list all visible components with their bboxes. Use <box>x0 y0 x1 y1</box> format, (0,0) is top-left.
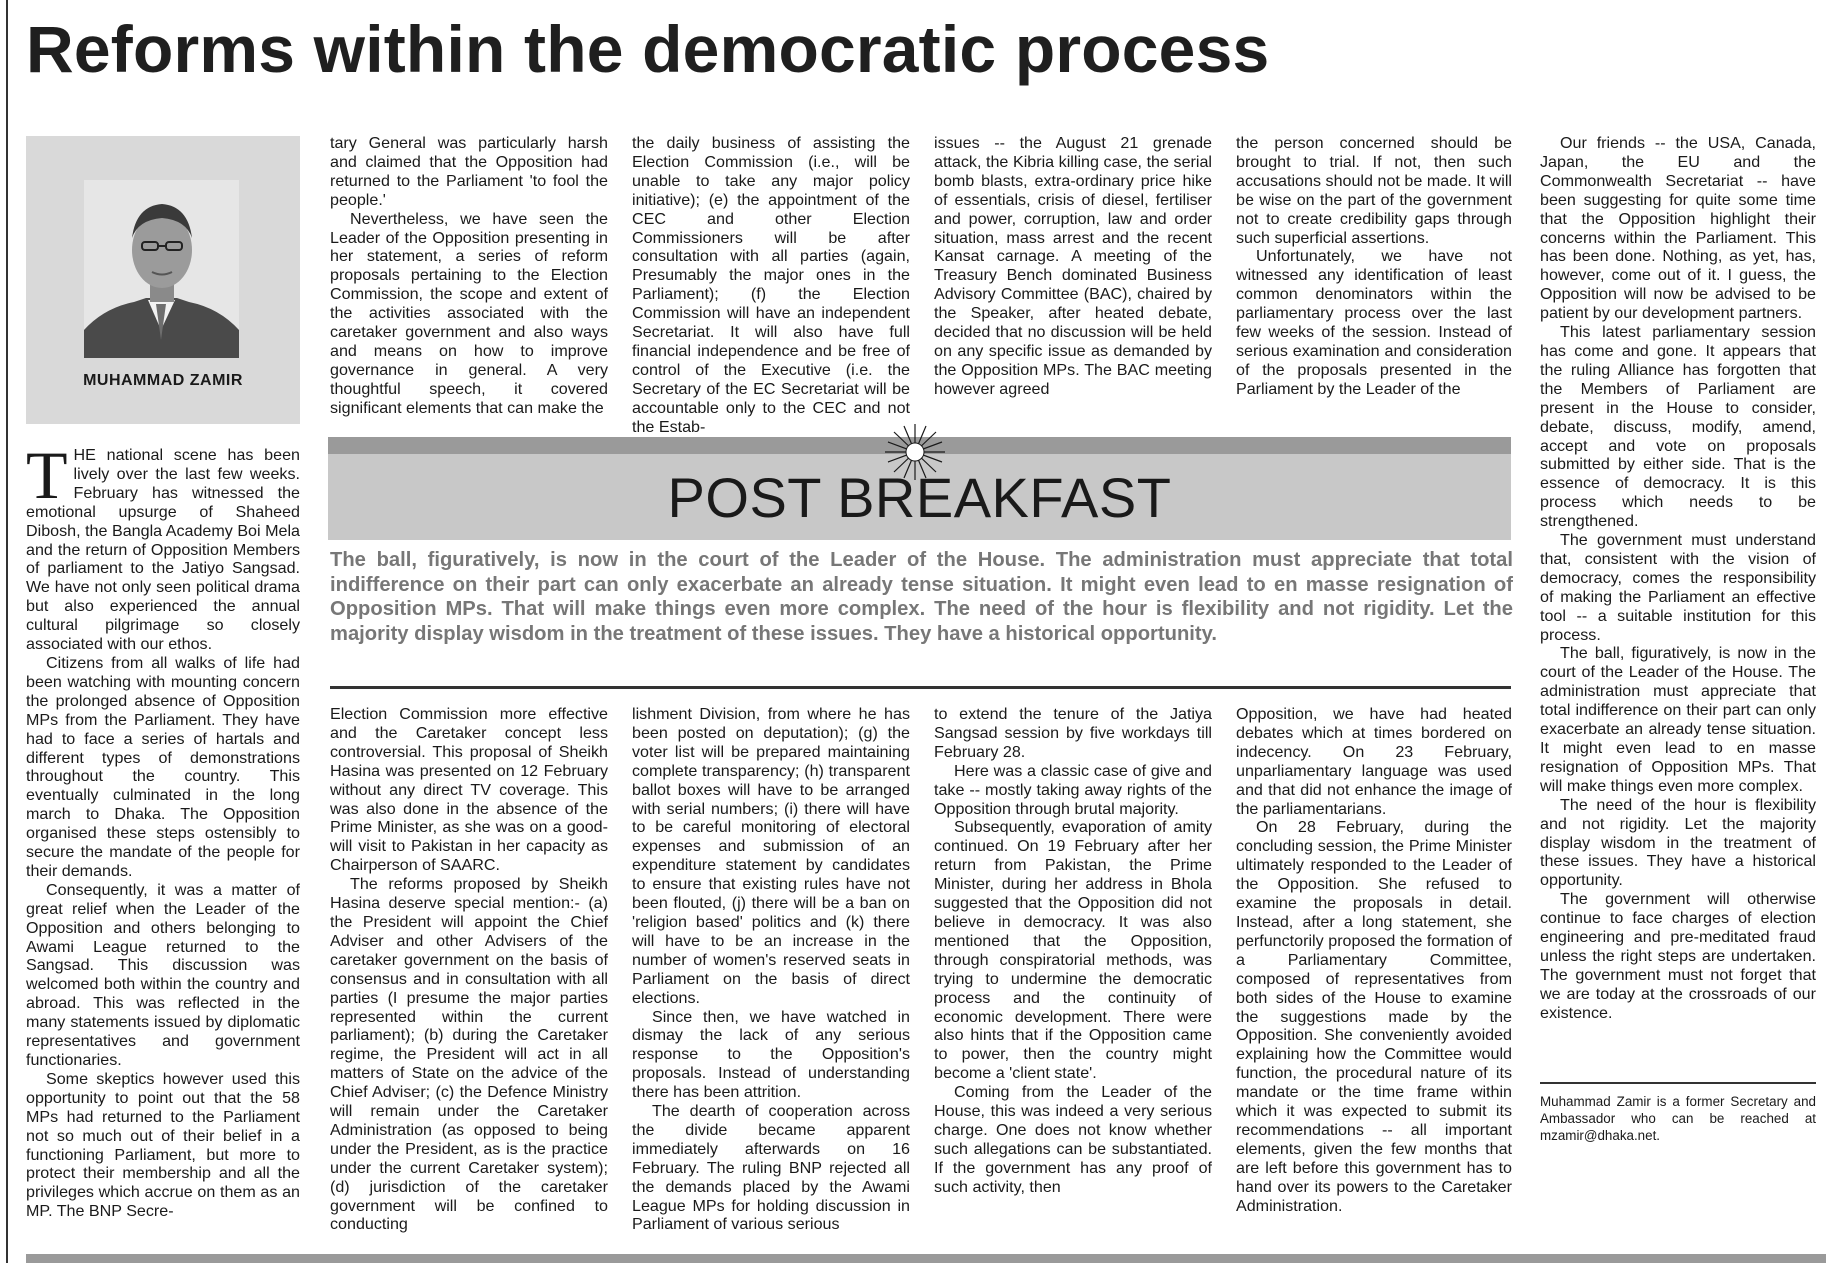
paragraph: Some skeptics however used this opportunity to point out that the 58 MPs had returned to the Parliament not so much out of their belief in a functioning Parliament, but more to protect their membership and all the privileges which accrue on them as an MP. The BNP Secre- <box>26 1069 300 1221</box>
author-photo <box>84 180 239 358</box>
bottom-bar <box>26 1254 1826 1263</box>
paragraph: The need of the hour is flexibility and not rigidity. Let the majority display wisdom in the treatment of these issues. They have a historical opportunity. <box>1540 795 1816 890</box>
paragraph: The ball, figuratively, is now in the court of the Leader of the House. The administration must appreciate that total indifference on their part can only exacerbate an already tense situation. It might even lead to en masse resignation of Opposition MPs. That will make things even more complex. <box>1540 644 1816 795</box>
paragraph: to extend the tenure of the Jatiya Sangsad session by five workdays till February 28. <box>934 705 1212 761</box>
column-5-top <box>1236 134 1512 420</box>
column-1 <box>26 437 300 1246</box>
paragraph: Nevertheless, we have seen the Leader of the Opposition presenting in her statement, a series of reform proposals pertaining to the Election Commission, the scope and extent of the activities associated with the caretaker government and also ways and means on how to improve governance in general. A very thoughtful speech, it covered significant elements that can make the <box>330 209 608 417</box>
headline: Reforms within the democratic process <box>26 12 1270 86</box>
author-name: MUHAMMAD ZAMIR <box>83 372 243 389</box>
paragraph: THE national scene has been lively over the last few weeks. February has witnessed the emotional upsurge of Shaheed Dibosh, the Bangla Academy Boi Mela and the return of Opposition Members of parliament to the Jatiyo Sangsad. We have not only seen political drama but also experienced the annual cultural pilgrimage so closely associated with our ethos. <box>26 437 300 654</box>
column-2-bottom <box>330 705 608 1250</box>
paragraph: Unfortunately, we have not witnessed any identification of least common denominators within the parliamentary process over the last few weeks of the session. Instead of serious examination and consideration of the proposals presented in the Parliament by the Leader of the <box>1236 247 1512 398</box>
paragraph: Our friends -- the USA, Canada, Japan, the EU and the Commonwealth Secretariat -- have been suggesting for quite some time that the Opposition highlight their concerns within the Parliament. This has been done. Nothing, as yet, has, however, come out of it. I guess, the Opposition will now be advised to be patient by our development partners. <box>1540 134 1816 323</box>
paragraph: Election Commission more effective and the Caretaker concept less controversial. This proposal of Sheikh Hasina was presented on 12 February without any direct TV coverage. This was also done in the absence of the Prime Minister, as she was on a good-will visit to Pakistan in her capacity as Chairperson of SAARC. <box>330 705 608 875</box>
column-3-bottom <box>632 705 910 1250</box>
column-4-top <box>934 134 1212 420</box>
paragraph: issues -- the August 21 grenade attack, the Kibria killing case, the serial bomb blasts, extra-ordinary price hike of essentials, crisis of diesel, fertiliser and power, corruption, law and order situation, mass arrest and the recent Kansat carnage. A meeting of the Treasury Bench dominated Business Advisory Committee (BAC), chaired by the Speaker, after heated debate, decided that no discussion will be held on any specific issue as demanded by the Opposition MPs. The BAC meeting however agreed <box>934 134 1212 398</box>
column-title: POST BREAKFAST <box>667 466 1172 529</box>
column-4-bottom <box>934 705 1212 1250</box>
column-6 <box>1540 134 1816 1076</box>
paragraph: lishment Division, from where he has been posted on deputation); (g) the voter list will be prepared maintaining complete transparency; (h) transparent ballot boxes will have to be arranged with serial numbers; (i) there will have to be careful monitoring of electoral expenses and submission of an expenditure statement by candidates to ensure that existing rules have not been flouted, (j) there will be a ban on 'religion based' politics and (k) there will have to be an increase in the number of women's reserved seats in Parliament on the basis of direct elections. <box>632 705 910 1007</box>
bio-divider <box>1540 1082 1816 1084</box>
paragraph: Since then, we have watched in dismay the lack of any serious response to the Opposition's proposals. Instead of understanding there has been attrition. <box>632 1007 910 1102</box>
paragraph: The reforms proposed by Sheikh Hasina deserve special mention:- (a) the President will appoint the Chief Adviser and other Advisers of the caretaker government on the basis of consensus and in consultation with all parties (I presume the major parties represented within the current parliament); (b) during the Caretaker regime, the President will act in all matters of State on the advice of the Chief Adviser; (c) the Defence Ministry will remain under the Caretaker Administration (as opposed to being under the President, as is the practice under the current Caretaker system); (d) jurisdiction of the caretaker government will be confined to conducting <box>330 875 608 1234</box>
paragraph: the person concerned should be brought to trial. If not, then such accusations should not be made. It will be wise on the part of the government not to create credibility gaps through such superficial assertions. <box>1236 134 1512 247</box>
paragraph: Subsequently, evaporation of amity continued. On 19 February after her return from Pakistan, the Prime Minister, during her address in Bhola suggested that the Opposition did not believe in democracy. It was also mentioned that the Opposition, through conspiratorial methods, was trying to undermine the democratic process and the continuity of economic development. There were also hints that if the Opposition came to power, then the country might become a 'client state'. <box>934 818 1212 1083</box>
column-5-bottom <box>1236 705 1512 1250</box>
paragraph: Here was a classic case of give and take -- mostly taking away rights of the Opposition through brutal majority. <box>934 761 1212 818</box>
paragraph: Opposition, we have had heated debates which at times bordered on indecency. On 23 February, unparliamentary language was used and that did not enhance the image of the parliamentarians. <box>1236 705 1512 818</box>
paragraph: Consequently, it was a matter of great relief when the Leader of the Opposition and others belonging to Awami League returned to the Sangsad. This discussion was welcomed both within the country and abroad. This was reflected in the many statements issued by diplomatic representatives and government functionaries. <box>26 880 300 1069</box>
paragraph: Citizens from all walks of life had been watching with mounting concern the prolonged absence of Opposition MPs from the Parliament. They have had to face a series of hartals and different types of demonstrations throughout the country. This eventually culminated in the long march to Dhaka. The Opposition organised these steps ostensibly to secure the mandate of the people for their demands. <box>26 653 300 880</box>
drop-cap: T <box>26 437 68 513</box>
paragraph: tary General was particularly harsh and claimed that the Opposition had returned to the Parliament 'to fool the people.' <box>330 134 608 209</box>
paragraph: the daily business of assisting the Election Commission (i.e., will be unable to take any major policy initiative); (e) the appointment of the CEC and other Election Commissioners will be after consultation with all parties (again, Presumably the major ones in the Parliament); (f) the Election Commission will have an independent Secretariat. It will also have full financial independence and be free of control of the Executive (i.e. the Secretary of the EC Secretariat will be accountable only to the CEC and not the Estab- <box>632 134 910 436</box>
paragraph: On 28 February, during the concluding session, the Prime Minister ultimately responded to the Leader of the Opposition. She refused to examine the proposals in detail. Instead, after a long statement, she perfunctorily proposed the formation of a Parliamentary Committee, composed of representatives from both sides of the House to examine the suggestions made by the Opposition. She conveniently avoided explaining how the Committee would function, the procedural nature of its mandate or the time frame within which it was expected to submit its recommendations -- all important elements, given the few months that are left before this government has to hand over its powers to the Caretaker Administration. <box>1236 818 1512 1215</box>
pull-quote: The ball, figuratively, is now in the court of the Leader of the House. The administration must appreciate that total indifference on their part can only exacerbate an already tense situation. It might even lead to en masse resignation of Opposition MPs. That will make things even more complex. The need of the hour is flexibility and not rigidity. Let the majority display wisdom in the treatment of these issues. They have a historical opportunity. <box>330 549 1513 645</box>
paragraph: This latest parliamentary session has come and gone. It appears that the ruling Alliance has forgotten that the Members of Parliament are present in the House to consider, debate, discuss, modify, amend, accept and vote on proposals submitted by either side. That is the essence of democracy. It is this process which needs to be strengthened. <box>1540 323 1816 531</box>
paragraph: The government must understand that, consistent with the vision of democracy, comes the responsibility of making the Parliament an effective tool -- a suitable institution for this process. <box>1540 531 1816 644</box>
paragraph: The government will otherwise continue to face charges of election engineering and pre-meditated fraud unless the right steps are undertaken. The government must not forget that we are today at the crossroads of our existence. <box>1540 890 1816 1022</box>
author-bio: Muhammad Zamir is a former Secretary and Ambassador who can be reached at mzamir@dhaka.net. <box>1540 1094 1816 1143</box>
column-2-top <box>330 134 608 420</box>
column-3-top <box>632 134 910 436</box>
paragraph: The dearth of cooperation across the divide became apparent immediately afterwards on 16 February. The ruling BNP rejected all the demands placed by the Awami League MPs for holding discussion in Parliament of various serious <box>632 1102 910 1234</box>
divider-rule <box>330 686 1511 689</box>
paragraph: Coming from the Leader of the House, this was indeed a very serious charge. One does not know whether such allegations can be substantiated. If the government has any proof of such activity, then <box>934 1083 1212 1196</box>
left-margin-rule <box>6 0 8 1263</box>
author-box <box>26 136 300 424</box>
